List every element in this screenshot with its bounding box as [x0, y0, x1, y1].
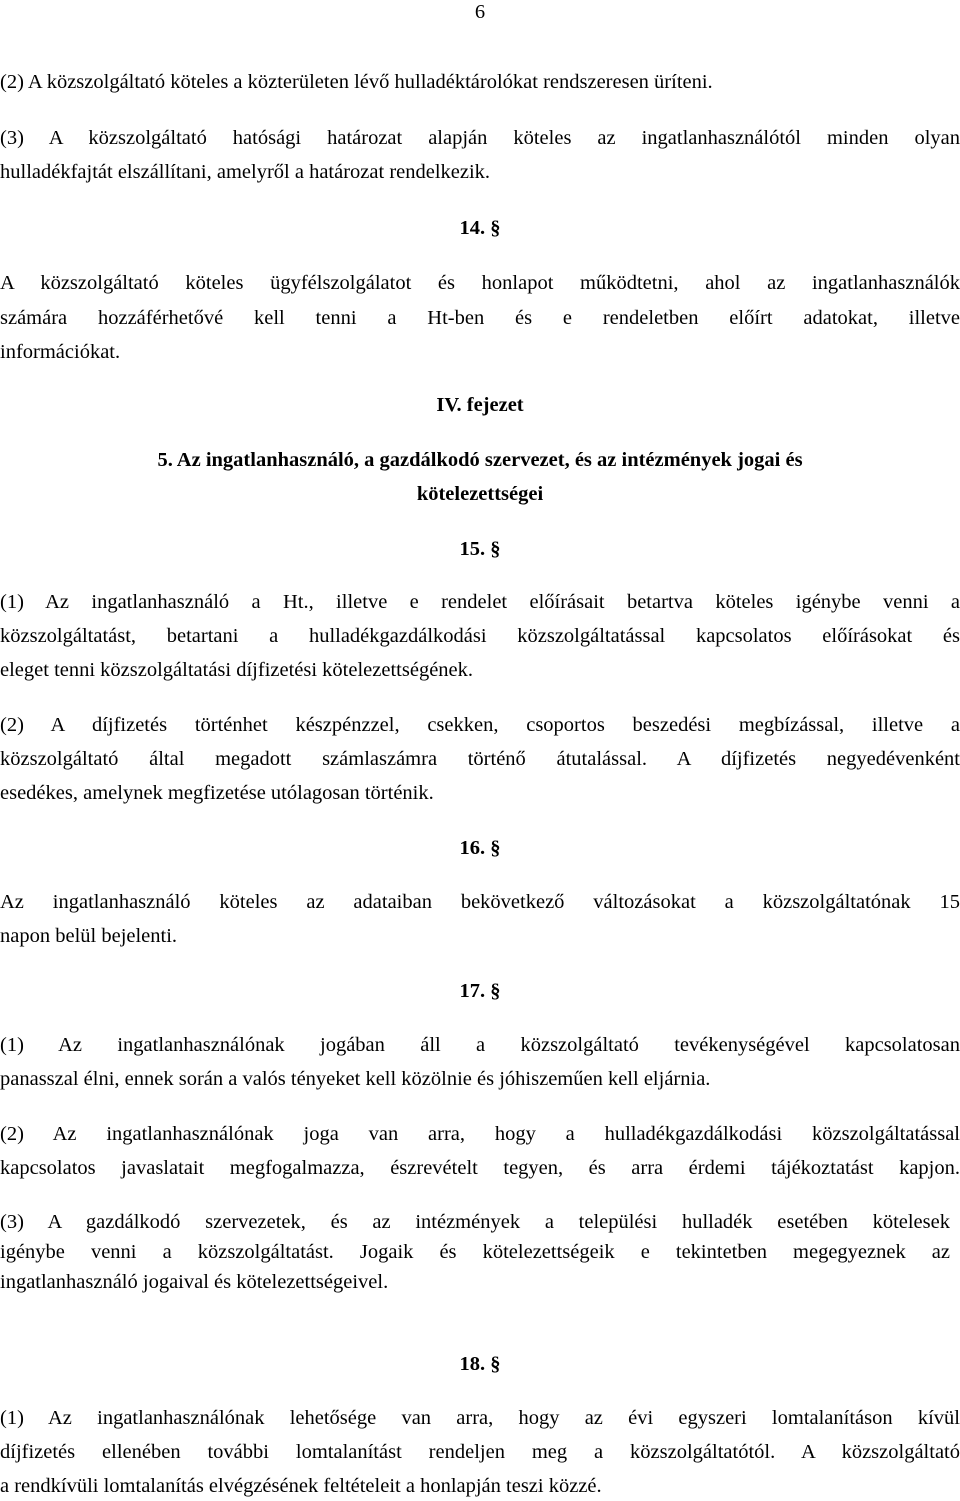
section-heading-17 — [0, 977, 960, 1005]
paragraph-line: közszolgáltató által megadott számlaszámra történő átutalással. A díjfizetés negyedévenként — [0, 748, 960, 770]
chapter-title: 5. Az ingatlanhasználó, a gazdálkodó szervezet, és az intézmények jogai és — [157, 449, 803, 471]
paragraph-line: díjfizetés ellenében további lomtalanítást rendeljen meg a közszolgáltatótól. A közszolgáltató — [0, 1441, 960, 1463]
paragraph-line: (1) Az ingatlanhasználónak jogában áll a közszolgáltató tevékenységével kapcsolatosan — [0, 1034, 960, 1056]
section-number: 14. — [459, 217, 486, 239]
section-sign: § — [490, 837, 501, 859]
section-number: 18. — [459, 1353, 486, 1375]
paragraph-line: hulladékfajtát elszállítani, amelyről a határozat rendelkezik. — [0, 161, 491, 183]
section-number: 17. — [459, 980, 486, 1002]
paragraph-line: (1) Az ingatlanhasználó a Ht., illetve e rendelet előírásait betartva köteles igénybe venni a — [0, 591, 960, 613]
paragraph-line: (2) Az ingatlanhasználónak joga van arra, hogy a hulladékgazdálkodási közszolgáltatással — [0, 1123, 960, 1145]
paragraph-line: Az ingatlanhasználó köteles az adataiban bekövetkező változásokat a közszolgáltatónak 15 — [0, 891, 960, 913]
paragraph-line: kapcsolatos javaslatait megfogalmazza, észrevételt tegyen, és arra érdemi tájékoztatást kapjon. — [0, 1157, 960, 1179]
paragraph-line: napon belül bejelenti. — [0, 925, 178, 947]
chapter-heading: IV. fejezet — [436, 394, 524, 416]
paragraph-line: (3) A gazdálkodó szervezetek, és az intézmények a települési hulladék esetében kötelesek — [0, 1211, 950, 1233]
paragraph-line: (1) Az ingatlanhasználónak lehetősége van arra, hogy az évi egyszeri lomtalanításon kívül — [0, 1407, 960, 1429]
section-sign: § — [490, 538, 501, 560]
paragraph-line: (2) A díjfizetés történhet készpénzzel, csekken, csoportos beszedési megbízással, illetve a — [0, 714, 960, 736]
paragraph-line: (2) A közszolgáltató köteles a közterületen lévő hulladéktárolókat rendszeresen üríteni. — [0, 71, 713, 93]
section-number: 16. — [459, 837, 486, 859]
section-sign: § — [490, 1353, 501, 1375]
chapter-title: kötelezettségei — [416, 483, 544, 505]
section-number: 15. — [459, 538, 486, 560]
paragraph-line: ingatlanhasználó jogaival és kötelezettségeivel. — [0, 1271, 389, 1293]
paragraph-line: közszolgáltatást, betartani a hulladékgazdálkodási közszolgáltatással kapcsolatos előírásokat és — [0, 625, 960, 647]
paragraph-line: számára hozzáférhetővé kell tenni a Ht-ben és e rendeletben előírt adatokat, illetve — [0, 307, 960, 329]
section-heading-16 — [0, 834, 960, 862]
paragraph-line: esedékes, amelynek megfizetése utólagosan történik. — [0, 782, 434, 804]
paragraph-line: A közszolgáltató köteles ügyfélszolgálatot és honlapot működtetni, ahol az ingatlanhasználók — [0, 272, 960, 294]
section-heading-18 — [0, 1350, 960, 1378]
paragraph-line: (3) A közszolgáltató hatósági határozat alapján köteles az ingatlanhasználótól minden olyan — [0, 127, 960, 149]
section-sign: § — [490, 217, 501, 239]
section-sign: § — [490, 980, 501, 1002]
paragraph-line: eleget tenni közszolgáltatási díjfizetési kötelezettségének. — [0, 659, 474, 681]
paragraph-line: igénybe venni a közszolgáltatást. Jogaik és kötelezettségeik e tekintetben megegyeznek az — [0, 1241, 950, 1263]
section-heading-14 — [0, 214, 960, 242]
paragraph-line: panasszal élni, ennek során a valós tényeket kell közölnie és jóhiszeműen kell eljárnia. — [0, 1068, 711, 1090]
paragraph-line: a rendkívüli lomtalanítás elvégzésének feltételeit a honlapján teszi közzé. — [0, 1475, 602, 1497]
section-heading-15 — [0, 535, 960, 563]
page-number: 6 — [474, 1, 486, 23]
paragraph-line: információkat. — [0, 341, 121, 363]
